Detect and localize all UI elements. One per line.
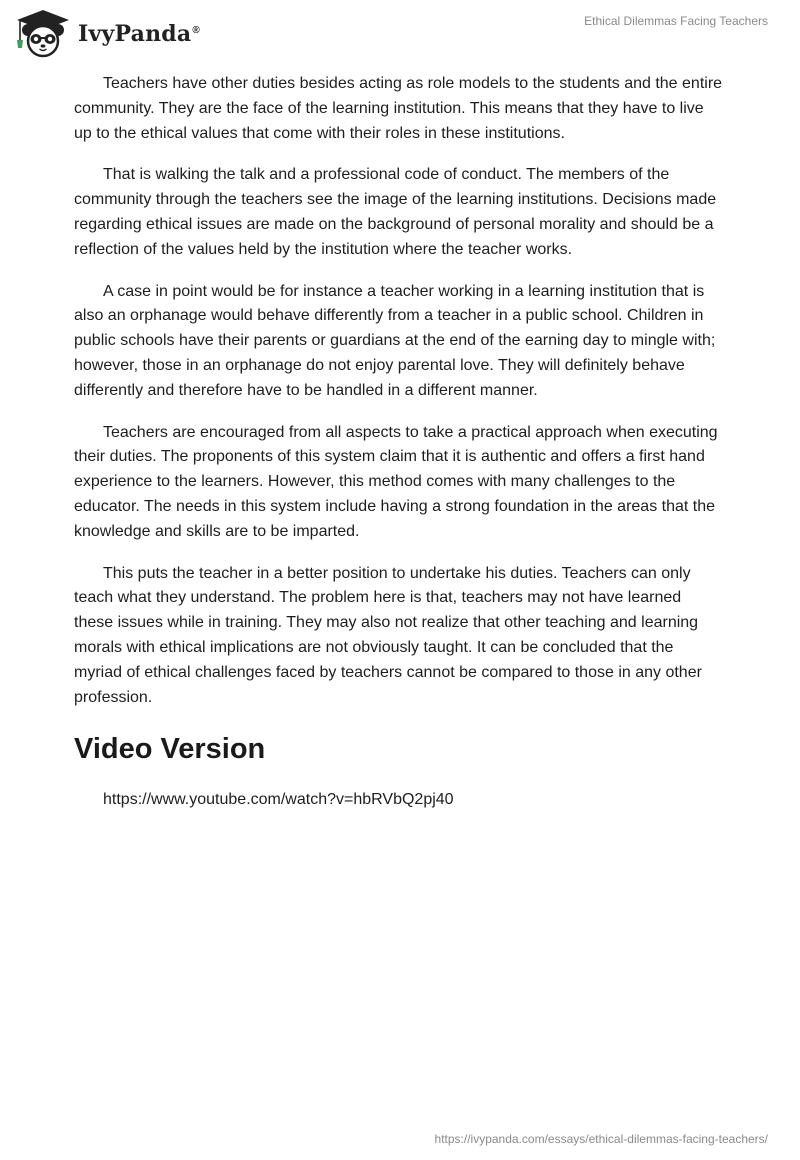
document-title: Ethical Dilemmas Facing Teachers bbox=[584, 14, 768, 28]
panda-graduation-cap-icon bbox=[14, 8, 72, 58]
paragraph: That is walking the talk and a professional code of conduct. The members of the community through the teachers see the image of the learning institutions. Decisions made regarding ethical issues are made on the background of personal morality and should be a reflection of the values held by the institution where the teacher works. bbox=[74, 166, 717, 258]
paragraph: This puts the teacher in a better position to undertake his duties. Teachers can only teach what they understand. The problem here is that, teachers may not have learned these issues while in training. They may also not realize that other teaching and learning morals with ethical implications are not obviously taught. It can be concluded that the myriad of ethical challenges faced by teachers cannot be compared to those in any other profession. bbox=[74, 564, 702, 706]
video-url-link[interactable]: https://www.youtube.com/watch?v=hbRVbQ2pj40 bbox=[103, 791, 454, 809]
page-header bbox=[0, 0, 800, 64]
registered-mark: ® bbox=[192, 24, 200, 36]
ivypanda-logo[interactable] bbox=[14, 8, 200, 58]
video-version-heading: Video Version bbox=[74, 733, 266, 766]
paragraph: Teachers are encouraged from all aspects to take a practical approach when executing their duties. The proponents of this system claim that it is authentic and offers a first hand experience to the learners. However, this method comes with many challenges to the educator. The needs in this system include having a strong foundation in the areas that the knowledge and skills are to be imparted. bbox=[74, 423, 718, 540]
paragraph: A case in point would be for instance a teacher working in a learning institution that is also an orphanage would behave differently from a teacher in a public school. Children in public schools have their parents or guardians at the end of the earning day to mingle with; however, those in an orphanage do not enjoy parental love. They will definitely behave differently and therefore have to be handled in a different manner. bbox=[74, 282, 716, 399]
footer-source-url[interactable]: https://ivypanda.com/essays/ethical-dilemmas-facing-teachers/ bbox=[434, 1132, 768, 1146]
essay-content bbox=[74, 72, 724, 812]
brand-name: IvyPanda® bbox=[78, 21, 200, 47]
paragraph: Teachers have other duties besides acting as role models to the students and the entire community. They are the face of the learning institution. This means that they have to live up to the ethical values that come with their roles in these institutions. bbox=[74, 75, 723, 142]
